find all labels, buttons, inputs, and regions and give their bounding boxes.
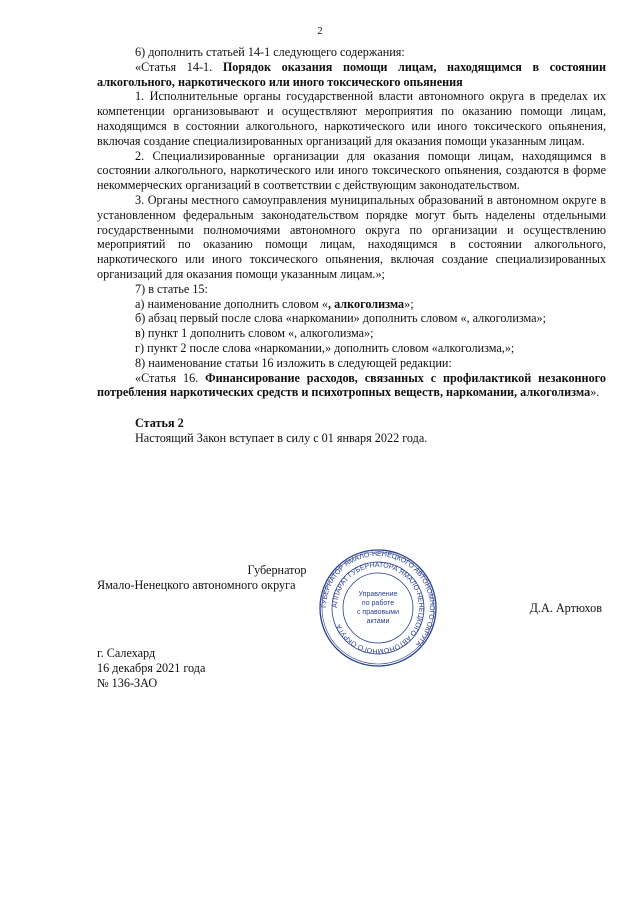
article-14-1-item-2: 2. Специализированные организации для оказания помощи лицам, находящимся в состоянии алкогольного, наркотического или иного токсического опьянения, создаются в форме некоммерческих организаций в соответствии с действующим законодательством. [97,148,606,193]
article-14-1-prefix: «Статья 14-1. [135,59,213,74]
paragraph-7a-prefix: а) наименование дополнить словом « [135,296,328,311]
seal-outer-text: ГУБЕРНАТОР ЯМАЛО-НЕНЕЦКОГО АВТОНОМНОГО ОКРУГА [320,550,436,648]
article-16-heading [97,371,606,401]
governor-name: Д.А. Артюхов [529,601,602,615]
governor-title: Губернатор [247,563,307,577]
paragraph-7a-suffix: »; [404,296,414,311]
city: г. Салехард [97,646,156,660]
article-16-prefix: «Статья 16. [135,370,199,385]
paragraph-8: 8) наименование статьи 16 изложить в следующей редакции: [135,355,452,370]
paragraph-7b: б) абзац первый после слова «наркомании» дополнить словом «, алкоголизма»; [135,311,547,326]
page-number: 2 [317,26,323,37]
paragraph-7: 7) в статье 15: [135,281,208,296]
paragraph-7a-bold: , алкоголизма [328,296,405,311]
article-14-1-title: Порядок оказания помощи лицам, находящимся в состоянии алкогольного, наркотического или иного токсического опьянения [97,59,607,89]
seal-inner-text: АППАРАТ ГУБЕРНАТОРА ЯМАЛО-НЕНЕЦКОГО АВТОНОМНОГО ОКРУГА [331,561,425,655]
article-2-text: Настоящий Закон вступает в силу с 01 января 2022 года. [135,430,428,445]
document-body [97,45,606,446]
article-14-1-item-3: 3. Органы местного самоуправления муниципальных образований в автономном округе в установленном федеральным законодательством порядке могут быть наделены отдельными государственными полномочиями автономного округа по организации и осуществлению мероприятий по оказанию помощи лицам, находящимся в состоянии алкогольного, наркотического или иного токсического опьянения, включая создание специализированных организаций для оказания помощи указанным лицам.»; [97,192,606,281]
seal-center-line-1: Управление [358,591,398,598]
paragraph-7v: в) пункт 1 дополнить словом «, алкоголизма»; [135,326,374,341]
governor-region: Ямало-Ненецкого автономного округа [97,578,296,592]
paragraph-7g: г) пункт 2 после слова «наркомании,» дополнить словом «алкоголизма,»; [135,340,515,355]
paragraph-7a [97,297,606,312]
article-2-heading: Статья 2 [135,416,184,431]
seal-center-line-3: с правовыми [356,609,400,616]
article-14-1-item-1: 1. Исполнительные органы государственной власти автономного округа в пределах их компетенции организовывают и осуществляют мероприятия по оказанию помощи лицам, находящимся в состоянии алкогольного, наркотического или иного токсического опьянения, включая создание специализированных организаций для оказания помощи указанным лицам. [97,89,606,148]
law-number: № 136-ЗАО [97,675,158,690]
seal-center-line-2: по работе [361,600,395,607]
date: 16 декабря 2021 года [97,660,206,675]
official-seal-icon [318,548,438,668]
article-16-suffix: ». [590,385,600,400]
article-16-title: Финансирование расходов, связанных с профилактикой незаконного потребления наркотических средств и психотропных веществ, наркомании, алкоголизма [97,370,606,400]
document-footer [97,646,205,690]
paragraph-6: 6) дополнить статьей 14-1 следующего содержания: [135,45,405,59]
seal-center-line-4: актами [366,618,390,625]
article-14-1-heading [97,60,606,90]
